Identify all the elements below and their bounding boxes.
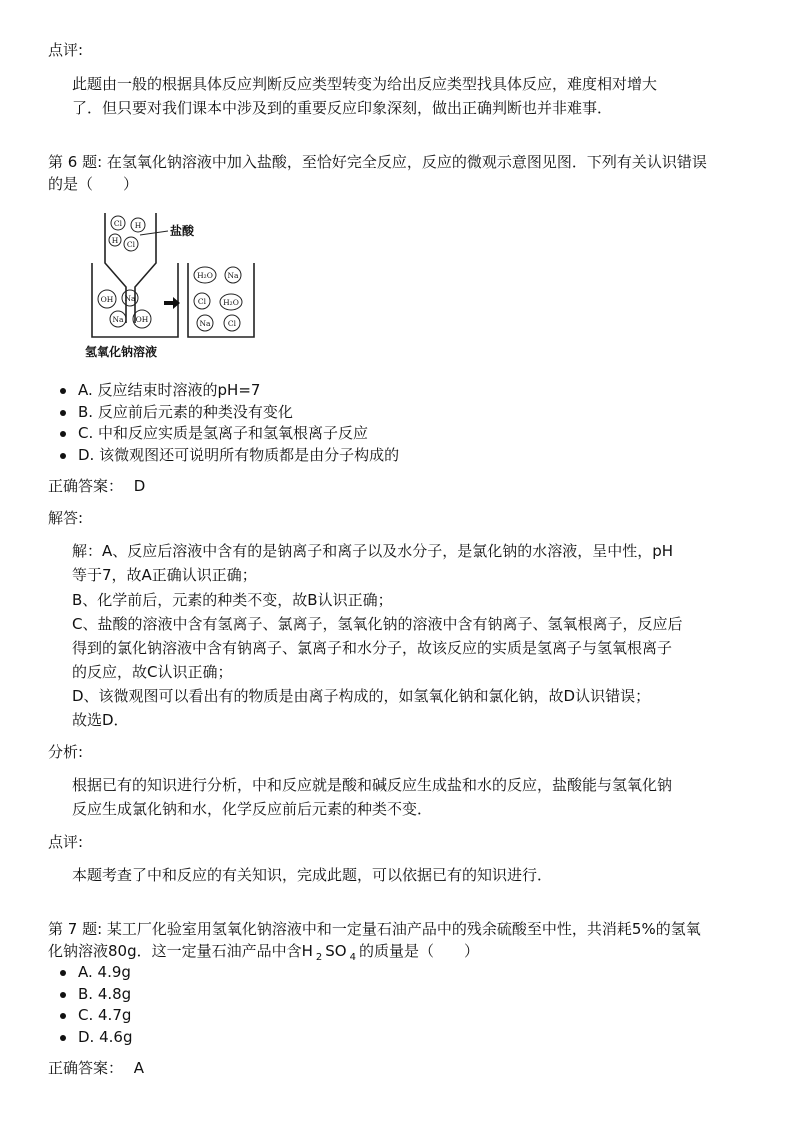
question-6-stem-line-2: 的是（ ） (48, 175, 139, 193)
analysis-label: 分析: (48, 743, 84, 761)
solution-label: 解答: (48, 509, 84, 527)
option-d: D. 4.6g (48, 1027, 132, 1049)
option-a: A. 4.9g (48, 962, 132, 984)
comment-label: 点评: (48, 833, 84, 851)
ion-label: Na (199, 319, 211, 328)
ion-label: Na (124, 294, 136, 303)
ion-label: H (111, 236, 119, 245)
comment-line-1: 此题由一般的根据具体反应判断反应类型转变为给出反应类型找具体反应，难度相对增大 (72, 75, 658, 93)
reaction-diagram (80, 205, 260, 370)
comment-label: 点评: (48, 41, 84, 59)
ion-label: OH (100, 295, 114, 304)
answer-label: 正确答案： (48, 1059, 124, 1077)
question-7-stem-line-1: 第 7 题: 某工厂化验室用氢氧化钠溶液中和一定量石油产品中的残余硫酸至中性，共消耗5%的氢氧 (48, 920, 701, 938)
option-b: B. 4.8g (48, 984, 132, 1006)
analysis-line: 反应生成氯化钠和水，化学反应前后元素的种类不变． (72, 800, 433, 818)
ion-label: Na (227, 271, 239, 280)
answer-value: A (133, 1059, 145, 1077)
option-c: C. 4.7g (48, 1005, 132, 1027)
solution-line: C、盐酸的溶液中含有氢离子、氯离子，氢氧化钠的溶液中含有钠离子、氢氧根离子，反应后 (72, 615, 683, 633)
base-label: 氢氧化钠溶液 (85, 345, 158, 359)
ion-label: OH (135, 315, 149, 324)
solution-line: 得到的氯化钠溶液中含有钠离子、氯离子和水分子，故该反应的实质是氢离子与氢氧根离子 (72, 639, 673, 657)
answer-row (48, 1056, 144, 1080)
solution-line: 等于7，故A正确认识正确； (72, 566, 257, 584)
ion-label: Na (112, 315, 124, 324)
answer-row (48, 474, 145, 498)
question-6-stem-line-1: 第 6 题: 在氢氧化钠溶液中加入盐酸，至恰好完全反应，反应的微观示意图见图．下列有关认识错误 (48, 153, 707, 171)
answer-value: D (133, 477, 146, 495)
solution-line: B、化学前后，元素的种类不变，故B认识正确； (72, 591, 393, 609)
acid-label: 盐酸 (170, 224, 195, 238)
solution-line: 解：A、反应后溶液中含有的是钠离子和离子以及水分子，是氯化钠的水溶液，呈中性，pH (72, 542, 674, 560)
ion-label: H (134, 221, 142, 230)
option-c: C. 中和反应实质是氢离子和氢氧根离子反应 (48, 423, 399, 445)
analysis-line: 根据已有的知识进行分析，中和反应就是酸和碱反应生成盐和水的反应，盐酸能与氢氧化钠 (72, 776, 673, 794)
ion-label: Cl (197, 297, 207, 306)
comment-line: 本题考查了中和反应的有关知识，完成此题，可以依据已有的知识进行． (72, 866, 553, 884)
ion-label: Cl (113, 219, 123, 228)
solution-line: 故选D． (72, 711, 129, 729)
ion-label: Cl (126, 240, 136, 249)
ion-label: H₂O (197, 271, 213, 280)
comment-line-2: 了．但只要对我们课本中涉及到的重要反应印象深刻，做出正确判断也并非难事． (72, 99, 613, 117)
question-6-options (48, 380, 399, 466)
answer-label: 正确答案： (48, 477, 124, 495)
option-d: D. 该微观图还可说明所有物质都是由分子构成的 (48, 445, 399, 467)
solution-line: 的反应，故C认识正确； (72, 663, 233, 681)
solution-line: D、该微观图可以看出有的物质是由离子构成的，如氢氧化钠和氯化钠，故D认识错误； (72, 687, 651, 705)
ion-label: Cl (227, 319, 237, 328)
option-b: B. 反应前后元素的种类没有变化 (48, 402, 399, 424)
question-7-options (48, 962, 132, 1048)
question-7-stem-line-2: 化钠溶液80g．这一定量石油产品中含H $_2$ SO $_4$ 的质量是（ ） (48, 942, 479, 963)
option-a: A. 反应结束时溶液的pH=7 (48, 380, 399, 402)
ion-label: H₂O (223, 298, 239, 307)
